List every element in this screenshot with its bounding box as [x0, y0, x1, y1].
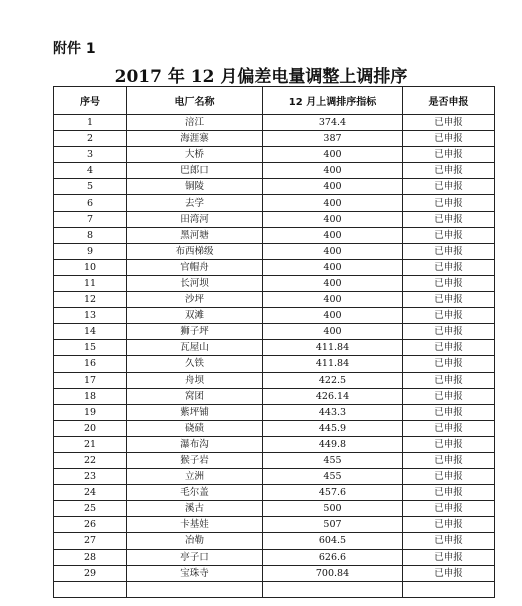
cell-indicator: 400 — [263, 227, 403, 243]
cell-declared: 已申报 — [403, 565, 495, 581]
table-row — [54, 163, 495, 179]
cell-plant-name — [127, 581, 263, 597]
cell-index: 10 — [54, 259, 127, 275]
cell-indicator — [263, 581, 403, 597]
cell-plant-name: 猴子岩 — [127, 452, 263, 468]
cell-declared — [403, 581, 495, 597]
cell-plant-name: 溪古 — [127, 501, 263, 517]
attachment-label: 附件 1 — [53, 41, 96, 57]
table-row — [54, 227, 495, 243]
table-row — [54, 292, 495, 308]
cell-plant-name: 卡基娃 — [127, 517, 263, 533]
cell-indicator: 374.4 — [263, 115, 403, 131]
cell-declared: 已申报 — [403, 243, 495, 259]
cell-index: 2 — [54, 131, 127, 147]
cell-indicator: 626.6 — [263, 549, 403, 565]
cell-plant-name: 大桥 — [127, 147, 263, 163]
cell-declared: 已申报 — [403, 147, 495, 163]
header-plant-name: 电厂名称 — [127, 87, 263, 115]
cell-declared: 已申报 — [403, 501, 495, 517]
table-row — [54, 452, 495, 468]
cell-index: 29 — [54, 565, 127, 581]
cell-indicator: 443.3 — [263, 404, 403, 420]
cell-plant-name: 瀑布沟 — [127, 436, 263, 452]
cell-index: 17 — [54, 372, 127, 388]
table-row — [54, 259, 495, 275]
cell-index: 21 — [54, 436, 127, 452]
cell-declared: 已申报 — [403, 292, 495, 308]
cell-index: 23 — [54, 469, 127, 485]
cell-plant-name: 海涯寨 — [127, 131, 263, 147]
cell-declared: 已申报 — [403, 533, 495, 549]
cell-index: 1 — [54, 115, 127, 131]
table-row — [54, 517, 495, 533]
cell-index: 14 — [54, 324, 127, 340]
cell-indicator: 455 — [263, 469, 403, 485]
cell-index: 24 — [54, 485, 127, 501]
cell-declared: 已申报 — [403, 227, 495, 243]
cell-index: 20 — [54, 420, 127, 436]
cell-declared: 已申报 — [403, 211, 495, 227]
cell-indicator: 400 — [263, 195, 403, 211]
table-row — [54, 308, 495, 324]
cell-index: 3 — [54, 147, 127, 163]
cell-index: 22 — [54, 452, 127, 468]
page-title: 2017 年 12 月偏差电量调整上调排序 — [114, 67, 408, 87]
cell-plant-name: 亭子口 — [127, 549, 263, 565]
cell-indicator: 445.9 — [263, 420, 403, 436]
cell-index: 25 — [54, 501, 127, 517]
cell-plant-name: 窝团 — [127, 388, 263, 404]
cell-plant-name: 双滩 — [127, 308, 263, 324]
table-row — [54, 340, 495, 356]
cell-index: 18 — [54, 388, 127, 404]
table-row — [54, 469, 495, 485]
cell-index: 7 — [54, 211, 127, 227]
cell-plant-name: 紫坪铺 — [127, 404, 263, 420]
cell-indicator: 449.8 — [263, 436, 403, 452]
table-row — [54, 131, 495, 147]
cell-indicator: 400 — [263, 179, 403, 195]
cell-declared: 已申报 — [403, 420, 495, 436]
cell-declared: 已申报 — [403, 163, 495, 179]
cell-index: 16 — [54, 356, 127, 372]
cell-declared: 已申报 — [403, 469, 495, 485]
header-ranking-indicator: 12 月上调排序指标 — [263, 87, 403, 115]
table-row — [54, 533, 495, 549]
table-row — [54, 565, 495, 581]
cell-index: 26 — [54, 517, 127, 533]
table-row — [54, 436, 495, 452]
cell-indicator: 422.5 — [263, 372, 403, 388]
cell-declared: 已申报 — [403, 340, 495, 356]
cell-index: 28 — [54, 549, 127, 565]
cell-index: 6 — [54, 195, 127, 211]
cell-declared: 已申报 — [403, 372, 495, 388]
cell-plant-name: 宝珠寺 — [127, 565, 263, 581]
cell-indicator: 400 — [263, 163, 403, 179]
table-row — [54, 501, 495, 517]
cell-declared: 已申报 — [403, 308, 495, 324]
cell-indicator: 387 — [263, 131, 403, 147]
cell-index: 27 — [54, 533, 127, 549]
cell-indicator: 411.84 — [263, 340, 403, 356]
cell-plant-name: 田湾河 — [127, 211, 263, 227]
cell-plant-name: 官帽舟 — [127, 259, 263, 275]
header-declared: 是否申报 — [403, 87, 495, 115]
cell-indicator: 507 — [263, 517, 403, 533]
table-row — [54, 275, 495, 291]
cell-plant-name: 冶勒 — [127, 533, 263, 549]
ranking-table — [53, 86, 495, 598]
cell-indicator: 604.5 — [263, 533, 403, 549]
cell-plant-name: 久铁 — [127, 356, 263, 372]
cell-declared: 已申报 — [403, 517, 495, 533]
cell-index — [54, 581, 127, 597]
cell-plant-name: 涪江 — [127, 115, 263, 131]
cell-declared: 已申报 — [403, 356, 495, 372]
cell-declared: 已申报 — [403, 324, 495, 340]
cell-declared: 已申报 — [403, 549, 495, 565]
table-row — [54, 179, 495, 195]
cell-indicator: 457.6 — [263, 485, 403, 501]
cell-declared: 已申报 — [403, 131, 495, 147]
table-row — [54, 211, 495, 227]
cell-declared: 已申报 — [403, 275, 495, 291]
table-row — [54, 243, 495, 259]
cell-plant-name: 长河坝 — [127, 275, 263, 291]
cell-declared: 已申报 — [403, 485, 495, 501]
cell-plant-name: 铜陵 — [127, 179, 263, 195]
cell-plant-name: 硗碛 — [127, 420, 263, 436]
cell-plant-name: 布西梯级 — [127, 243, 263, 259]
cell-plant-name: 瓦屋山 — [127, 340, 263, 356]
cell-index: 13 — [54, 308, 127, 324]
cell-declared: 已申报 — [403, 115, 495, 131]
table-row — [54, 324, 495, 340]
table-row — [54, 388, 495, 404]
cell-index: 12 — [54, 292, 127, 308]
table-row — [54, 356, 495, 372]
cell-plant-name: 立洲 — [127, 469, 263, 485]
cell-declared: 已申报 — [403, 195, 495, 211]
cell-index: 19 — [54, 404, 127, 420]
cell-indicator: 400 — [263, 308, 403, 324]
cell-indicator: 400 — [263, 211, 403, 227]
cell-plant-name: 黑河塘 — [127, 227, 263, 243]
table-row — [54, 549, 495, 565]
cell-plant-name: 巴郎口 — [127, 163, 263, 179]
table-body — [54, 115, 495, 598]
cell-indicator: 400 — [263, 147, 403, 163]
cell-indicator: 500 — [263, 501, 403, 517]
table-row — [54, 581, 495, 597]
cell-index: 15 — [54, 340, 127, 356]
table-row — [54, 485, 495, 501]
cell-indicator: 426.14 — [263, 388, 403, 404]
table-row — [54, 195, 495, 211]
cell-declared: 已申报 — [403, 179, 495, 195]
table-row — [54, 404, 495, 420]
cell-indicator: 400 — [263, 259, 403, 275]
cell-plant-name: 沙坪 — [127, 292, 263, 308]
cell-index: 11 — [54, 275, 127, 291]
cell-index: 4 — [54, 163, 127, 179]
cell-indicator: 400 — [263, 243, 403, 259]
cell-index: 5 — [54, 179, 127, 195]
table-row — [54, 115, 495, 131]
cell-declared: 已申报 — [403, 388, 495, 404]
cell-indicator: 400 — [263, 292, 403, 308]
cell-indicator: 400 — [263, 324, 403, 340]
cell-plant-name: 毛尔盖 — [127, 485, 263, 501]
cell-declared: 已申报 — [403, 436, 495, 452]
table-header-row — [54, 87, 495, 115]
table-row — [54, 372, 495, 388]
cell-declared: 已申报 — [403, 452, 495, 468]
cell-indicator: 400 — [263, 275, 403, 291]
cell-declared: 已申报 — [403, 259, 495, 275]
cell-plant-name: 舟坝 — [127, 372, 263, 388]
table-row — [54, 420, 495, 436]
cell-index: 9 — [54, 243, 127, 259]
cell-plant-name: 狮子坪 — [127, 324, 263, 340]
cell-indicator: 700.84 — [263, 565, 403, 581]
table-row — [54, 147, 495, 163]
cell-declared: 已申报 — [403, 404, 495, 420]
cell-indicator: 455 — [263, 452, 403, 468]
header-index: 序号 — [54, 87, 127, 115]
cell-indicator: 411.84 — [263, 356, 403, 372]
cell-plant-name: 去学 — [127, 195, 263, 211]
cell-index: 8 — [54, 227, 127, 243]
